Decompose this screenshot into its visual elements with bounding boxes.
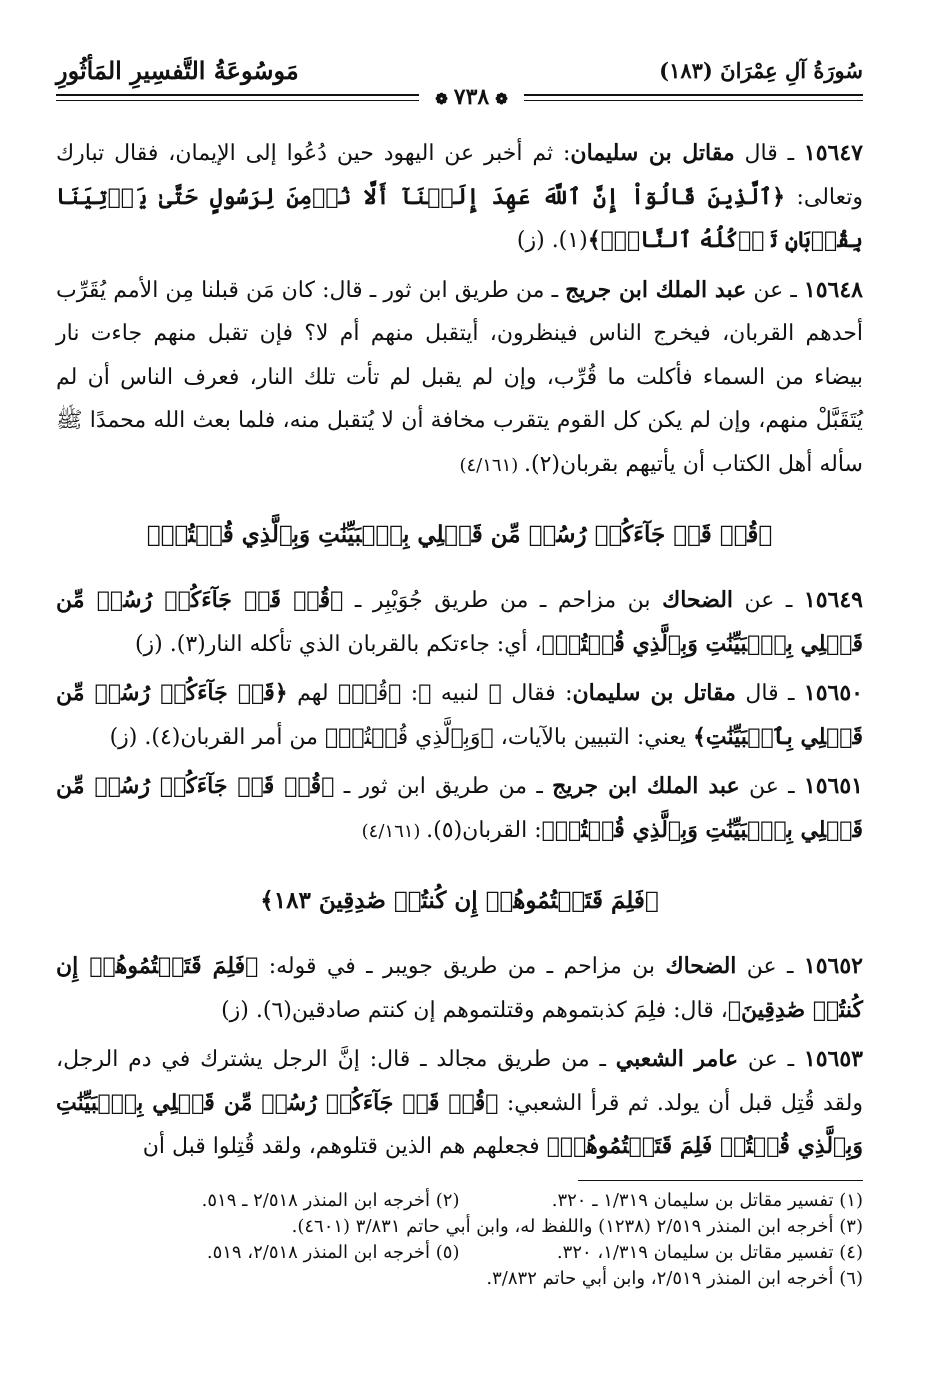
quran-quote: ﴿قُلۡ قَدۡ جَآءَكُمۡ رُسُلٞ مِّن قَبۡلِي بِٱلۡبَيِّنَٰتِ وَبِٱلَّذِي قُلۡتُمۡ﴾ xyxy=(56,773,863,843)
narrator-name: عبد الملك ابن جريج xyxy=(552,773,740,799)
athar-entry: ١٥٦٥١ ـ عن عبد الملك ابن جريج ـ من طريق ابن ثور ـ ﴿قُلۡ قَدۡ جَآءَكُمۡ رُسُلٞ مِّن قَبۡلِي بِٱلۡبَيِّنَٰتِ وَبِٱلَّذِي قُلۡتُمۡ﴾: القربان(٥). (٤/١٦١) xyxy=(56,773,863,843)
footnote-5: (٥) أخرجه ابن المنذر ٢/٥١٨، ٥١٩. xyxy=(206,1242,460,1263)
ornament-icon: ❁ xyxy=(435,90,448,108)
footnote-row xyxy=(56,1214,863,1240)
entry-number: ١٥٦٥٣ xyxy=(803,1046,863,1072)
surah-header: سُورَةُ آلِ عِمْرَانَ (١٨٣) xyxy=(659,58,863,83)
footnote-3: (٣) أخرجه ابن المنذر ٢/٥١٩ (١٢٣٨) واللفظ له، وابن أبي حاتم ٣/٨٣١ (٤٦٠١). xyxy=(291,1216,863,1237)
volume-ref: (٤/١٦١) xyxy=(361,820,427,842)
narrator-name: الضحاك xyxy=(662,587,734,613)
footnote-row xyxy=(56,1240,863,1266)
footnote-6: (٦) أخرجه ابن المنذر ٢/٥١٩، وابن أبي حاتم ٣/٨٣٢. xyxy=(486,1268,863,1289)
narrator-name: مقاتل بن سليمان xyxy=(572,680,736,706)
book-title-header: مَوسُوعَةُ التَّفسِيرِ المَأثُورِ xyxy=(56,56,299,85)
footnote-row xyxy=(56,1188,863,1214)
quran-quote: ﴿قُلۡ قَدۡ جَآءَكُمۡ رُسُلٞ مِّن قَبۡلِي بِٱلۡبَيِّنَٰتِ وَبِٱلَّذِي قُلۡتُمۡ فَلِمَ قَتَلۡتُمُوهُمۡ﴾ xyxy=(56,1089,863,1159)
narrator-name: عامر الشعبي xyxy=(615,1046,739,1072)
quran-quote: ﴿قَدۡ جَآءَكُمۡ رُسُلٞ مِّن قَبۡلِي بِٱلۡبَيِّنَٰتِ﴾ xyxy=(56,680,863,750)
entry-number: ١٥٦٥٠ xyxy=(803,680,863,706)
entry-number: ١٥٦٤٧ xyxy=(803,140,863,166)
main-text xyxy=(56,132,863,1175)
footnote-rule xyxy=(578,1180,863,1181)
quran-quote: ﴿فَلِمَ قَتَلۡتُمُوهُمۡ إِن كُنتُمۡ صَٰدِقِينَ﴾ xyxy=(56,953,863,1023)
page-number: ❁٧٣٨❁ xyxy=(419,84,524,110)
entry-number: ١٥٦٤٩ xyxy=(803,587,863,613)
entry-number: ١٥٦٤٨ xyxy=(803,276,863,303)
athar-entry: ١٥٦٤٨ ـ عن عبد الملك ابن جريج ـ من طريق ابن ثور ـ قال: كان مَن قبلنا مِن الأمم يُقَرِّب أحدهم القربان، فيخرج الناس فينظرون، أيتقبل منهم أم لا؟ فإن تقبل منهم جاءت نار بيضاء من السماء فأكلت ما قُرِّب، وإن لم يقبل لم تأت تلك النار، فعرف الناس أن لم يُتَقَبَّلْ منهم، وإن لم يكن كل القوم يتقرب مخافة أن لا يُتقبل منه، فلما بعث الله محمدًا ﷺ سأله أهل الكتاب أن يأتيهم بقربان(٢). (٤/١٦١) xyxy=(56,276,863,477)
volume-ref: (٤/١٦١) xyxy=(459,454,524,476)
athar-entry: ١٥٦٥٢ ـ عن الضحاك بن مزاحم ـ من طريق جويبر ـ في قوله: ﴿فَلِمَ قَتَلۡتُمُوهُمۡ إِن كُنتُمۡ صَٰدِقِينَ﴾، قال: فلِمَ كذبتموهم وقتلتموهم إن كنتم صادقين(٦). (ز) xyxy=(56,953,863,1023)
footnote-4: (٤) تفسير مقاتل بن سليمان ١/٣١٩، ٣٢٠. xyxy=(556,1242,863,1263)
quran-quote: ﴿قُلۡ قَدۡ جَآءَكُمۡ رُسُلٞ مِّن قَبۡلِي بِٱلۡبَيِّنَٰتِ وَبِٱلَّذِي قُلۡتُمۡ﴾ xyxy=(56,587,863,657)
entry-number: ١٥٦٥٢ xyxy=(803,953,863,979)
ayah-heading: ﴿فَلِمَ قَتَلۡتُمُوهُمۡ إِن كُنتُمۡ صَٰدِقِينَ ١٨٣﴾ xyxy=(260,887,659,914)
athar-entry: ١٥٦٥٠ ـ قال مقاتل بن سليمان: فقال ﷻ لنبيه ﷺ: ﴿قُلۡ﴾ لهم ﴿قَدۡ جَآءَكُمۡ رُسُلٞ مِّن قَبۡلِي بِٱلۡبَيِّنَٰتِ﴾ يعني: التبيين بالآيات، ﴿وَبِٱلَّذِي قُلۡتُمۡ﴾ من أمر القربان(٤). (ز) xyxy=(56,680,863,750)
page-number-wrap xyxy=(0,84,943,110)
athar-entry: ١٥٦٤٩ ـ عن الضحاك بن مزاحم ـ من طريق جُوَيْبِر ـ ﴿قُلۡ قَدۡ جَآءَكُمۡ رُسُلٞ مِّن قَبۡلِي بِٱلۡبَيِّنَٰتِ وَبِٱلَّذِي قُلۡتُمۡ﴾، أي: جاءتكم بالقربان الذي تأكله النار(٣). (ز) xyxy=(56,587,863,657)
entry-number: ١٥٦٥١ xyxy=(803,773,863,799)
narrator-name: مقاتل بن سليمان xyxy=(570,140,735,166)
footnotes xyxy=(56,1188,863,1292)
athar-entry: ١٥٦٤٧ ـ قال مقاتل بن سليمان: ثم أخبر عن اليهود حين دُعُوا إلى الإيمان، فقال تبارك وتعالى: ﴿ٱلَّذِينَ قَالُوٓاْ إِنَّ ٱللَّهَ عَهِدَ إِلَيۡنَآ أَلَّا نُؤۡمِنَ لِرَسُولٍ حَتَّىٰ يَأۡتِيَنَا بِقُرۡبَانٖ تَأۡكُلُهُ ٱلنَّارُۗ﴾(١). (ز) xyxy=(56,140,863,253)
ornament-icon: ❁ xyxy=(495,90,508,108)
narrator-name: عبد الملك ابن جريج xyxy=(565,276,747,303)
ayah-heading: ﴿قُلۡ قَدۡ جَآءَكُمۡ رُسُلٞ مِّن قَبۡلِي بِٱلۡبَيِّنَٰتِ وَبِٱلَّذِي قُلۡتُمۡ﴾ xyxy=(146,521,773,548)
narrator-name: الضحاك xyxy=(665,953,737,979)
footnote-row xyxy=(56,1266,863,1292)
quran-quote: ﴿ٱلَّذِينَ قَالُوٓاْ إِنَّ ٱللَّهَ عَهِدَ إِلَيۡنَآ أَلَّا نُؤۡمِنَ لِرَسُولٍ حَتَّىٰ يَأۡتِيَنَا بِقُرۡبَانٖ تَأۡكُلُهُ ٱلنَّارُۗ﴾ xyxy=(56,183,863,253)
footnote-1: (١) تفسير مقاتل بن سليمان ١/٣١٩ ـ ٣٢٠. xyxy=(551,1190,863,1211)
footnote-2: (٢) أخرجه ابن المنذر ٢/٥١٨ ـ ٥١٩. xyxy=(201,1190,460,1211)
athar-entry: ١٥٦٥٣ ـ عن عامر الشعبي ـ من طريق مجالد ـ قال: إنَّ الرجل يشترك في دم الرجل، ولقد قُتِل قبل أن يولد. ثم قرأ الشعبي: ﴿قُلۡ قَدۡ جَآءَكُمۡ رُسُلٞ مِّن قَبۡلِي بِٱلۡبَيِّنَٰتِ وَبِٱلَّذِي قُلۡتُمۡ فَلِمَ قَتَلۡتُمُوهُمۡ﴾ فجعلهم هم الذين قتلوهم، ولقد قُتِلوا قبل أن xyxy=(56,1046,864,1159)
